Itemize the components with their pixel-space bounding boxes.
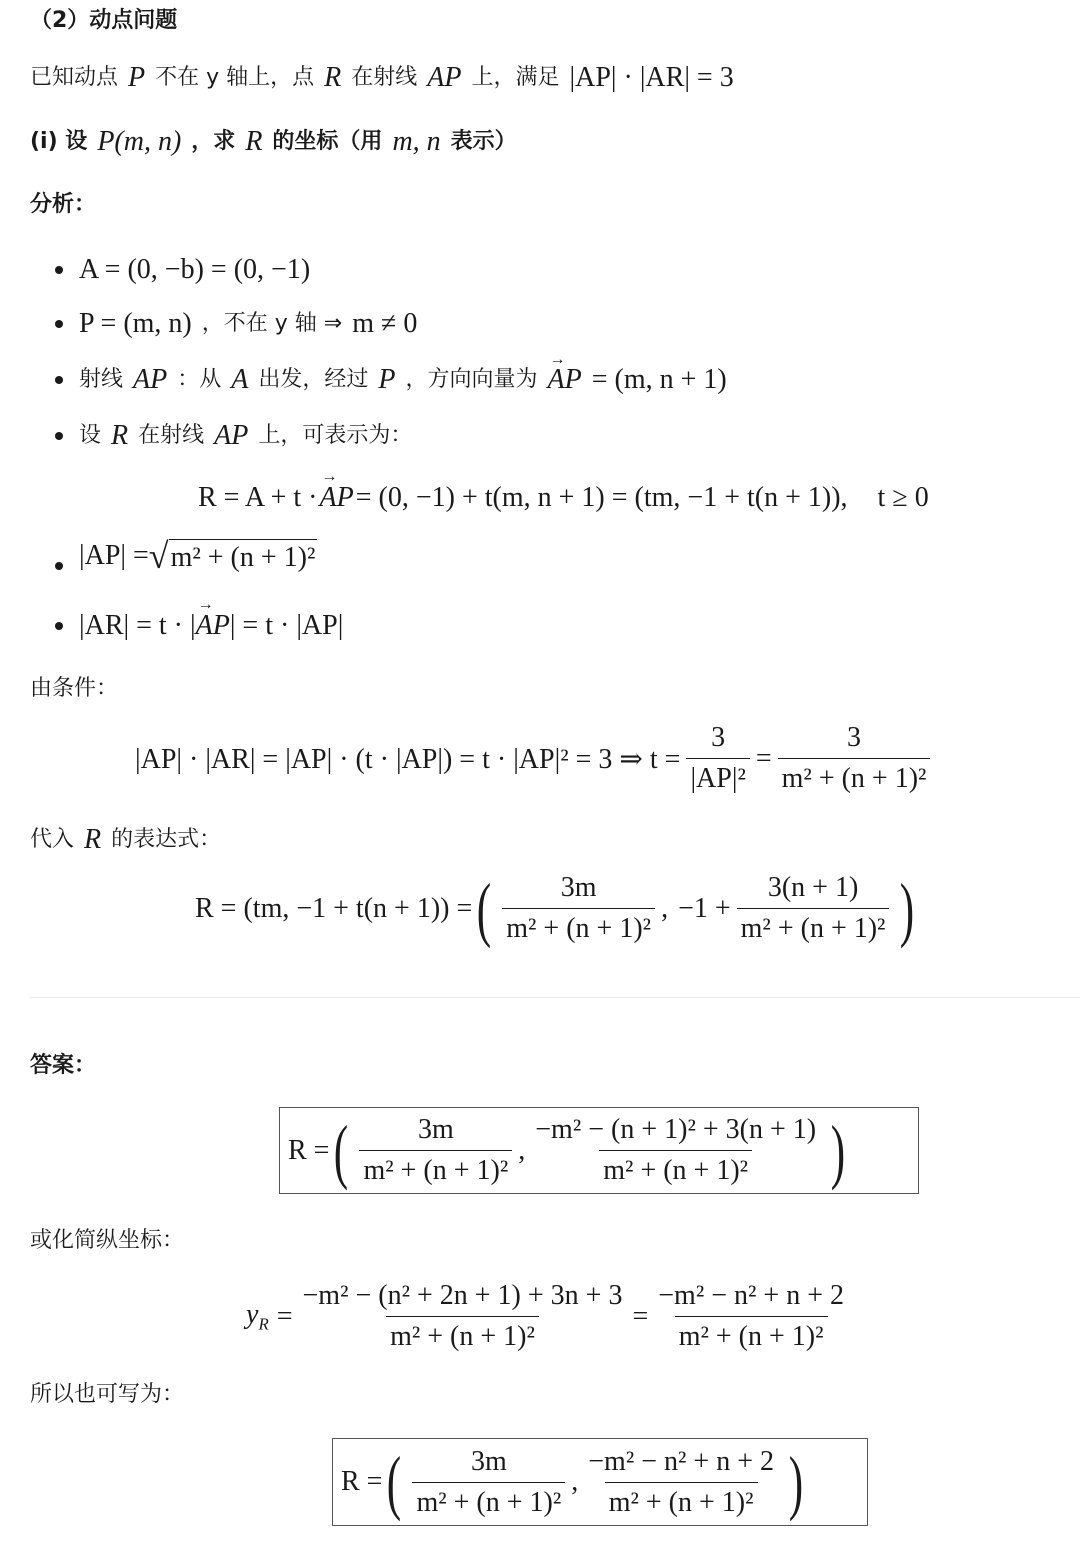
problem-text-4: 上，满足 xyxy=(471,65,560,90)
bullet-item xyxy=(55,422,412,450)
equation-AP-length xyxy=(79,538,317,574)
part-i-text-4: 表示） xyxy=(450,129,517,154)
bullet-item xyxy=(55,366,727,394)
numerator: 3(n + 1) xyxy=(767,872,859,903)
right-paren: ) xyxy=(900,868,915,949)
part-i-text-3: 的坐标（用 xyxy=(272,129,383,154)
answer-box xyxy=(279,1107,919,1194)
part-i-text-2: ，求 xyxy=(191,129,236,154)
eq-left: |AP| = xyxy=(79,540,149,571)
fraction xyxy=(502,872,655,945)
math-direction-vector: = (m, n + 1) xyxy=(591,364,727,395)
sqrt-expression xyxy=(149,538,318,574)
numerator: 3m xyxy=(470,1445,507,1477)
denominator: |AP|² xyxy=(686,758,749,795)
vector-AP: → AP xyxy=(548,366,582,394)
numerator: 3m xyxy=(417,1114,454,1145)
problem-text-3: 在射线 xyxy=(351,65,418,90)
math-AP: AP xyxy=(427,62,462,93)
bullet-item xyxy=(55,610,343,642)
denominator: m² + (n + 1)² xyxy=(412,1482,565,1519)
fraction xyxy=(359,1114,512,1187)
part-i-question xyxy=(30,128,517,156)
bullet-dot-icon xyxy=(55,266,63,274)
math-AP: AP xyxy=(214,420,249,451)
fraction xyxy=(654,1280,848,1353)
denominator: m² + (n + 1)² xyxy=(605,1482,758,1519)
math-P-coords: P = (m, n) xyxy=(79,308,192,339)
radicand: m² + (n + 1)² xyxy=(169,539,318,574)
final-answer-box xyxy=(332,1438,868,1526)
numerator: 3m xyxy=(560,872,597,903)
numerator: −m² − n² + n + 2 xyxy=(658,1280,844,1311)
equation-yR xyxy=(246,1280,854,1353)
substitute-label xyxy=(30,826,221,854)
eq-left: |AP| · |AR| = |AP| · (t · |AP|) = t · |AP|² = 3 ⇒ t = xyxy=(135,743,681,775)
part-i-label: (i) 设 xyxy=(30,129,88,154)
by-condition-label: 由条件： xyxy=(30,676,119,701)
equation-AR-length xyxy=(79,610,343,642)
fraction xyxy=(778,722,931,795)
math-P-mn: P(m, n) xyxy=(97,126,182,157)
section-divider xyxy=(30,997,1080,998)
numerator: −m² − (n + 1)² + 3(n + 1) xyxy=(535,1114,817,1145)
math-R: R xyxy=(324,62,342,93)
denominator: m² + (n + 1)² xyxy=(502,908,655,945)
eq-left: |AR| = t · | xyxy=(79,610,196,641)
condition-math: |AP| · |AR| = 3 xyxy=(569,62,734,93)
eq-condition: t ≥ 0 xyxy=(877,482,929,513)
bullet-text: ，不在 y 轴 ⇒ xyxy=(201,311,343,336)
analysis-label: 分析： xyxy=(30,192,97,217)
vector-AP: → AP xyxy=(196,610,230,642)
equation-solve-t xyxy=(135,722,936,795)
equation-R-substituted xyxy=(195,868,919,949)
denominator: m² + (n + 1)² xyxy=(599,1150,752,1187)
section-heading: （2）动点问题 xyxy=(30,8,178,33)
math-mn: m, n xyxy=(392,126,441,157)
equals: = xyxy=(755,742,772,774)
left-paren: ( xyxy=(334,1110,349,1191)
answer-label: 答案： xyxy=(30,1053,97,1078)
sqrt-icon: √ xyxy=(148,536,169,576)
math-R: R xyxy=(111,420,129,451)
eq-left: R = (tm, −1 + t(n + 1)) = xyxy=(195,892,473,924)
comma: , xyxy=(571,1466,579,1497)
bullet-dot-icon xyxy=(55,432,63,440)
denominator: m² + (n + 1)² xyxy=(737,908,890,945)
problem-text-1: 已知动点 xyxy=(30,65,119,90)
fraction xyxy=(737,872,890,945)
bullet-item xyxy=(55,538,317,574)
math-R: R xyxy=(245,126,263,157)
bullet-text: ：从 xyxy=(177,367,222,392)
numerator: −m² − n² + n + 2 xyxy=(588,1445,774,1477)
bullet-text: ，方向向量为 xyxy=(405,367,538,392)
equals: = xyxy=(632,1300,649,1332)
eq-right: | = t · |AP| xyxy=(229,610,344,641)
math-R: R xyxy=(84,824,102,855)
eq-left: R = A + t · xyxy=(198,482,318,513)
eq-left: R = xyxy=(341,1466,383,1497)
numerator: 3 xyxy=(711,722,726,753)
left-paren: ( xyxy=(387,1442,402,1522)
bullet-dot-icon xyxy=(55,320,63,328)
bullet-dot-icon xyxy=(55,376,63,384)
left-paren: ( xyxy=(477,868,492,949)
denominator: m² + (n + 1)² xyxy=(359,1150,512,1187)
label-text: 的表达式： xyxy=(111,827,222,852)
problem-text-2: 不在 y 轴上，点 xyxy=(155,65,315,90)
label-text: 代入 xyxy=(30,827,75,852)
comma: , xyxy=(518,1134,526,1166)
bullet-item xyxy=(55,310,417,338)
math-A: A xyxy=(231,364,249,395)
bullet-text: 出发，经过 xyxy=(258,367,369,392)
problem-statement xyxy=(30,64,734,92)
comma: , xyxy=(661,892,669,924)
right-paren: ) xyxy=(788,1442,804,1522)
math-P: P xyxy=(378,364,396,395)
fraction xyxy=(584,1446,778,1519)
bullet-text: 射线 xyxy=(79,367,124,392)
subscript-R: R xyxy=(258,1314,269,1334)
bullet-text: 上，可表示为： xyxy=(258,423,413,448)
numerator: −m² − (n² + 2n + 1) + 3n + 3 xyxy=(302,1280,623,1311)
denominator: m² + (n + 1)² xyxy=(386,1316,539,1353)
numerator: 3 xyxy=(847,722,862,753)
eq-mid: −1 + xyxy=(678,892,731,924)
equals: = xyxy=(276,1300,293,1332)
y-var: y xyxy=(246,1298,259,1330)
fraction xyxy=(299,1280,627,1353)
denominator: m² + (n + 1)² xyxy=(675,1316,828,1353)
also-write-label: 所以也可写为： xyxy=(30,1382,185,1407)
fraction xyxy=(686,722,749,795)
denominator: m² + (n + 1)² xyxy=(778,758,931,795)
bullet-text: 设 xyxy=(79,423,102,448)
eq-right: = (0, −1) + t(m, n + 1) = (tm, −1 + t(n + 1)), xyxy=(355,482,848,513)
right-paren: ) xyxy=(830,1110,846,1191)
math-A-coords: A = (0, −b) = (0, −1) xyxy=(79,254,311,285)
simplify-label: 或化简纵坐标： xyxy=(30,1228,185,1253)
bullet-dot-icon xyxy=(55,562,63,570)
bullet-text: 在射线 xyxy=(138,423,205,448)
bullet-dot-icon xyxy=(55,622,63,630)
fraction xyxy=(412,1446,565,1519)
math-P: P xyxy=(128,62,146,93)
bullet-item xyxy=(55,254,310,286)
math-m-ne-0: m ≠ 0 xyxy=(352,308,418,339)
math-AP: AP xyxy=(133,364,168,395)
vector-AP: → AP xyxy=(320,482,354,514)
math-y xyxy=(246,1299,269,1335)
fraction xyxy=(531,1114,820,1187)
eq-left: R = xyxy=(288,1134,330,1166)
equation-R-parametric xyxy=(198,482,929,514)
